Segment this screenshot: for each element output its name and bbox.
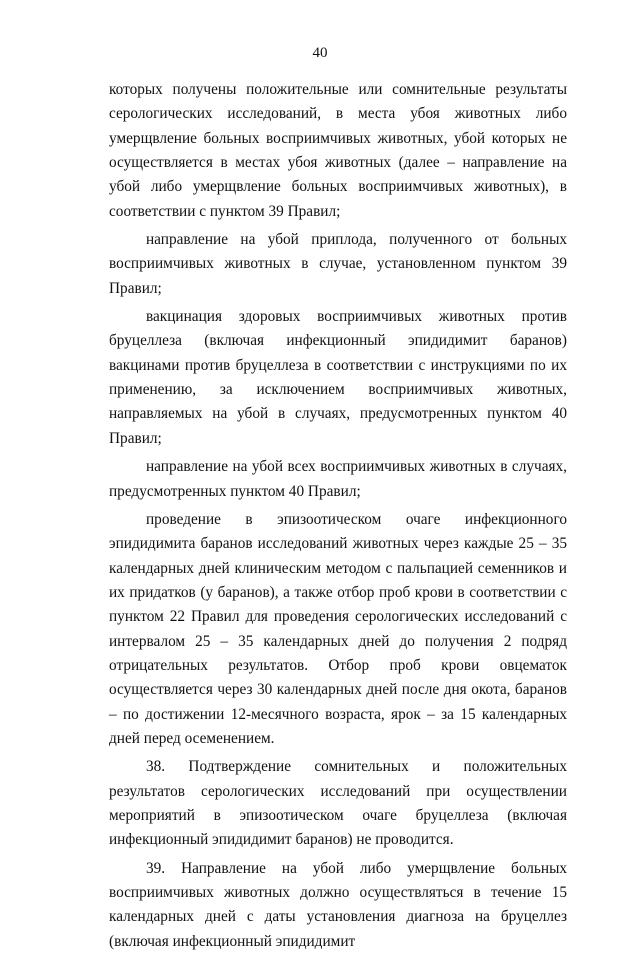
paragraph-item-39: 39. Направление на убой либо умерщвление больных восприимчивых животных должно осуществляться в течение 15 календарных дней с даты установления диагноза на бруцеллез (включая инфекционный эпидидимит bbox=[109, 859, 567, 950]
page-number: 40 bbox=[312, 45, 328, 61]
paragraph-offspring-slaughter: направление на убой приплода, полученного от больных восприимчивых животных в случае, установленном пунктом 39 Правил; bbox=[109, 231, 567, 297]
paragraph-continuation: которых получены положительные или сомнительные результаты серологических исследований, в места убоя животных либо умерщвление больных восприимчивых животных, убой которых не осуществляется в местах убоя животных (далее – направление на убой либо умерщвление больных восприимчивых животных), в соответствии с пунктом 39 Правил; bbox=[109, 81, 567, 220]
paragraph-epididymitis: проведение в эпизоотическом очаге инфекционного эпидидимита баранов исследований животных через каждые 25 – 35 календарных дней клиническим методом с пальпацией семенников и их придатков (у баранов), а также отбор проб крови в соответствии с пунктом 22 Правил для проведения серологических исследований с интервалом 25 – 35 календарных дней до получения 2 подряд отрицательных результатов. Отбор проб крови овцематок осуществляется через 30 календарных дней после дня окота, баранов – по достижении 12-месячного возраста, ярок – за 15 календарных дней перед осеменением. bbox=[109, 510, 567, 747]
paragraph-item-38: 38. Подтверждение сомнительных и положительных результатов серологических исследований при осуществлении мероприятий в эпизоотическом очаге бруцеллеза (включая инфекционный эпидидимит баранов) не проводится. bbox=[109, 758, 567, 849]
document-body bbox=[109, 78, 567, 954]
paragraph-all-slaughter: направление на убой всех восприимчивых животных в случаях, предусмотренных пунктом 40 Правил; bbox=[109, 458, 567, 500]
paragraph-vaccination: вакцинация здоровых восприимчивых животных против бруцеллеза (включая инфекционный эпидидимит баранов) вакцинами против бруцеллеза в соответствии с инструкциями по их применению, за исключением восприимчивых животных, направляемых на убой в случаях, предусмотренных пунктом 40 Правил; bbox=[109, 308, 567, 447]
